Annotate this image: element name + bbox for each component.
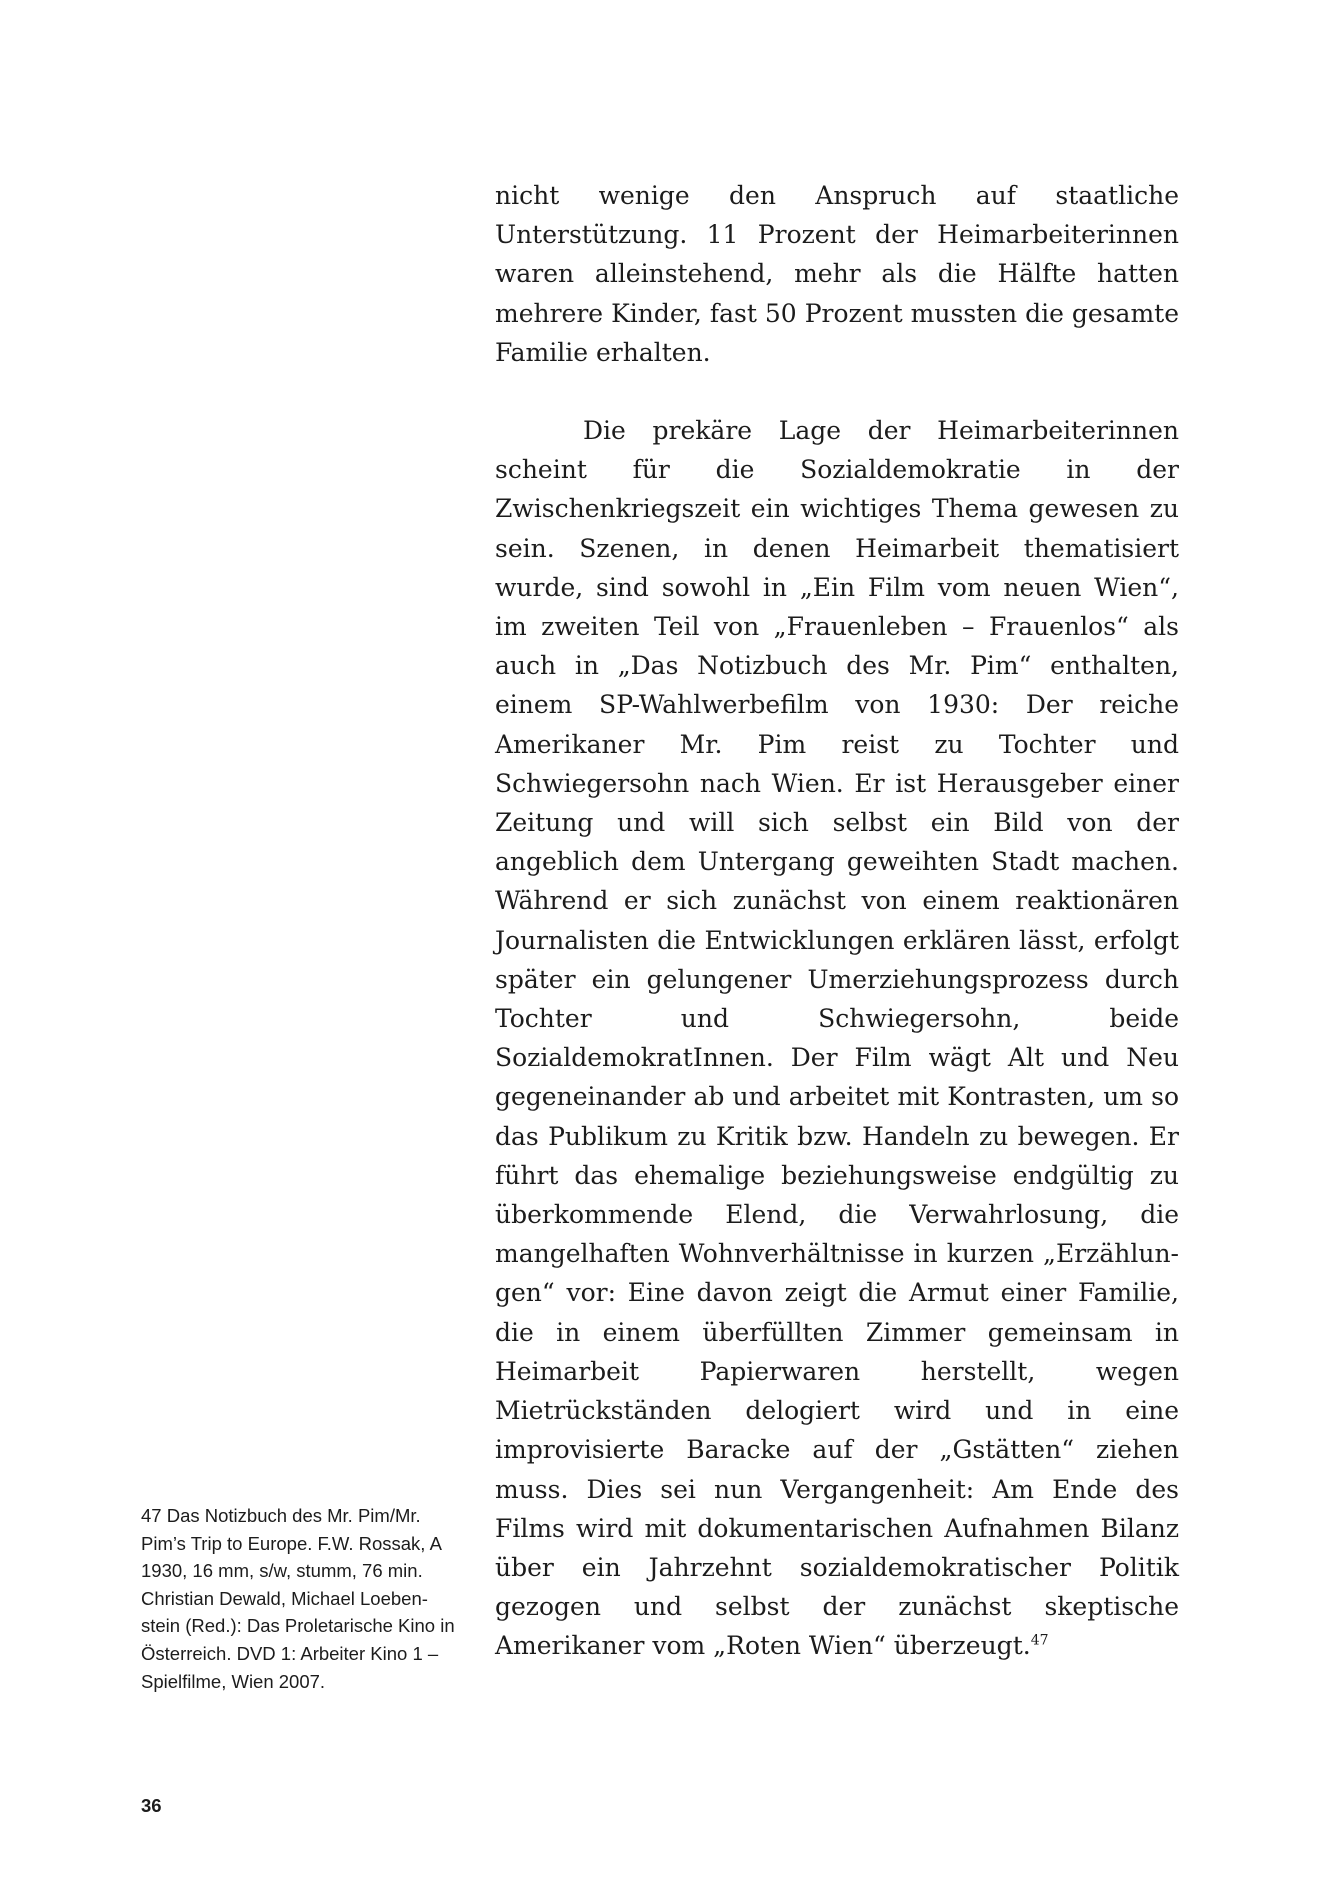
page-number: 36 — [141, 1795, 162, 1816]
paragraph-1-text: nicht wenige den Anspruch auf staatliche Unterstützung. 11 Prozent der Heimarbeiterinnen waren alleinstehend, mehr als die Hälfte hatten mehrere Kinder, fast 50 Prozent mussten die gesamte Familie erhalten. — [495, 181, 1179, 367]
footnote-reference: 47 — [1030, 1632, 1049, 1649]
paragraph-2 — [495, 411, 1179, 1666]
footnote: 47 Das Notizbuch des Mr. Pim/Mr. Pim’s Trip to Europe. F.W. Rossak, A 1930, 16 mm, s/w, stumm, 76 min. Christian Dewald, Michael Loebenstein (Red.): Das Proletarische Kino in Österreich. DVD 1: Arbeiter Kino 1 – Spielfilme, Wien 2007. — [141, 1505, 455, 1692]
body-text — [495, 176, 1179, 1666]
paragraph-1 — [495, 176, 1179, 372]
paragraph-2-text: Die prekäre Lage der Heimarbeiterinnen scheint für die Sozialdemokratie in der Zwischenkriegszeit ein wichtiges Thema gewesen zu sein. Szenen, in denen Heimarbeit thematisiert wurde, sind sowohl in „Ein Film vom neuen Wien“, im zweiten Teil von „Frauenleben – Frauenlos“ als auch in „Das Notizbuch des Mr. Pim“ enthalten, einem SP-Wahlwerbefilm von 1930: Der reiche Amerikaner Mr. Pim reist zu Tochter und Schwiegersohn nach Wien. Er ist Herausgeber einer Zeitung und will sich selbst ein Bild von der angeblich dem Untergang geweihten Stadt machen. Während er sich zunächst von einem reaktionären Journalisten die Entwicklungen erklären lässt, erfolgt später ein gelungener Umerziehungsprozess durch Tochter und Schwiegersohn, beide SozialdemokratInnen. Der Film wägt Alt und Neu gegeneinander ab und arbeitet mit Kontrasten, um so das Publikum zu Kritik bzw. Handeln zu bewegen. Er führt das ehemalige beziehungsweise endgültig zu überkommende Elend, die Verwahrlosung, die mangelhaften Wohnverhältnisse in kurzen „Erzählungen“ vor: Eine davon zeigt die Armut einer Familie, die in einem überfüllten Zimmer gemeinsam in Heimarbeit Papierwaren herstellt, wegen Mietrückständen delogiert wird und in eine improvisierte Baracke auf der „Gstätten“ ziehen muss. Dies sei nun Vergangenheit: Am Ende des Films wird mit dokumentarischen Aufnahmen Bilanz über ein Jahrzehnt sozialdemokratischer Politik gezogen und selbst der zunächst skeptische Amerikaner vom „Roten Wien“ überzeugt. — [495, 416, 1179, 1661]
